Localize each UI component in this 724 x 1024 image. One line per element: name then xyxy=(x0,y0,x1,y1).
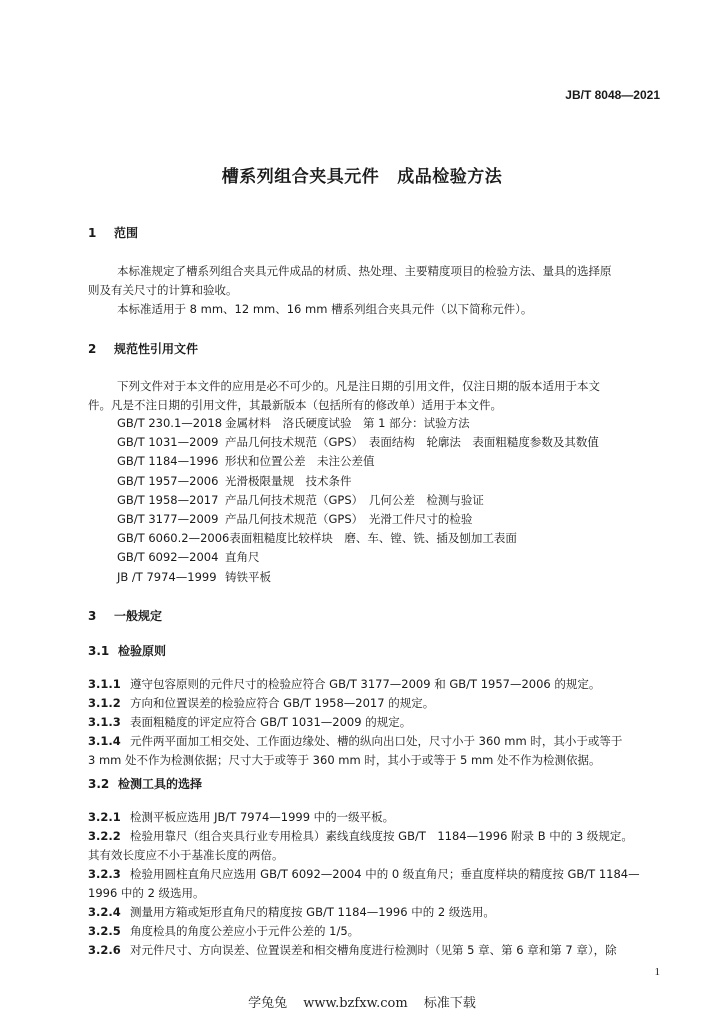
standard-code: JB/T 8048—2021 xyxy=(565,88,660,102)
reference-item: GB/T 1031—2009 产品几何技术规范（GPS） 表面结构 轮廓法 表面粗糙度参数及其数值 xyxy=(117,435,599,450)
section-2-intro-line-2: 件。凡是不注日期的引用文件，其最新版本（包括所有的修改单）适用于本文件。 xyxy=(88,398,502,412)
clause-3-1-4: 3.1.4 元件两平面加工相交处、工作面边缘处、槽的纵向出口处，尺寸小于 360 mm 时，其小于或等于 3 mm 处不作为检测依据；尺寸大于或等于 360 mm 时，其小于或等于 5 mm 处不作为检测依据。 xyxy=(88,734,623,767)
clause-3-2-4: 3.2.4 测量用方箱或矩形直角尺的精度按 GB/T 1184—1996 中的 2 级选用。 xyxy=(88,905,495,919)
clause-3-2-2: 3.2.2 检验用靠尺（组合夹具行业专用检具）素线直线度按 GB/T 1184—1996 附录 B 中的 3 级规定。 其有效长度应不小于基准长度的两倍。 xyxy=(88,829,633,862)
footer-watermark xyxy=(0,992,724,1011)
reference-item: GB/T 1957—2006 光滑极限量规 技术条件 xyxy=(117,473,352,488)
reference-item: GB/T 1958—2017 产品几何技术规范（GPS） 几何公差 检测与验证 xyxy=(117,492,484,507)
subsection-3-2-heading: 3.2 检测工具的选择 xyxy=(88,777,203,791)
reference-item: GB/T 6092—2004 直角尺 xyxy=(117,550,260,565)
footer-download-label: 标准下载 xyxy=(423,996,476,1011)
reference-item: GB/T 3177—2009 产品几何技术规范（GPS） 光滑工件尺寸的检验 xyxy=(117,512,473,527)
section-1-para-1-line-2: 则及有关尺寸的计算和验收。 xyxy=(88,283,238,297)
reference-item: GB/T 6060.2—2006表面粗糙度比较样块 磨、车、镗、铣、插及刨加工表面 xyxy=(117,531,517,546)
section-1-heading: 1 范围 xyxy=(88,226,139,240)
clause-3-1-1: 3.1.1 遵守包容原则的元件尺寸的检验应符合 GB/T 3177—2009 和 GB/T 1957—2006 的规定。 xyxy=(88,677,601,691)
title-part-2: 成品检验方法 xyxy=(397,167,503,187)
footer-site-name: 学兔兔 xyxy=(248,996,288,1011)
clause-3-1-3: 3.1.3 表面粗糙度的评定应符合 GB/T 1031—2009 的规定。 xyxy=(88,715,412,729)
title-part-1: 槽系列组合夹具元件 xyxy=(221,167,380,187)
clause-3-2-6: 3.2.6 对元件尺寸、方向误差、位置误差和相交槽角度进行检测时（见第 5 章、第 6 章和第 7 章），除 xyxy=(88,943,617,957)
clause-3-2-5: 3.2.5 角度检具的角度公差应小于元件公差的 1/5。 xyxy=(88,924,360,938)
section-3-heading: 3 一般规定 xyxy=(88,609,163,623)
reference-item: JB /T 7974—1999 铸铁平板 xyxy=(117,569,271,584)
document-title xyxy=(0,162,724,187)
normative-references-list xyxy=(117,414,599,587)
page-number: 1 xyxy=(654,966,660,978)
footer-url-link[interactable]: www.bzfxw.com xyxy=(303,996,408,1011)
subsection-3-1-heading: 3.1 检验原则 xyxy=(88,644,167,658)
section-1-para-1-line-1: 本标准规定了槽系列组合夹具元件成品的材质、热处理、主要精度项目的检验方法、量具的选择原 xyxy=(117,264,612,278)
clause-3-1-2: 3.1.2 方向和位置误差的检验应符合 GB/T 1958—2017 的规定。 xyxy=(88,696,435,710)
clause-3-2-1: 3.2.1 检测平板应选用 JB/T 7974—1999 中的一级平板。 xyxy=(88,810,395,824)
section-2-intro-line-1: 下列文件对于本文件的应用是必不可少的。凡是注日期的引用文件，仅注日期的版本适用于本文 xyxy=(117,379,600,393)
section-1-para-2: 本标准适用于 8 mm、12 mm、16 mm 槽系列组合夹具元件（以下简称元件）。 xyxy=(117,302,533,316)
reference-item: GB/T 230.1—2018 金属材料 洛氏硬度试验 第 1 部分：试验方法 xyxy=(117,416,470,430)
clause-3-2-3: 3.2.3 检验用圆柱直角尺应选用 GB/T 6092—2004 中的 0 级直角尺；垂直度样块的精度按 GB/T 1184— 1996 中的 2 级选用。 xyxy=(88,867,640,900)
reference-item: GB/T 1184—1996 形状和位置公差 未注公差值 xyxy=(117,454,375,469)
section-2-heading: 2 规范性引用文件 xyxy=(88,342,199,356)
